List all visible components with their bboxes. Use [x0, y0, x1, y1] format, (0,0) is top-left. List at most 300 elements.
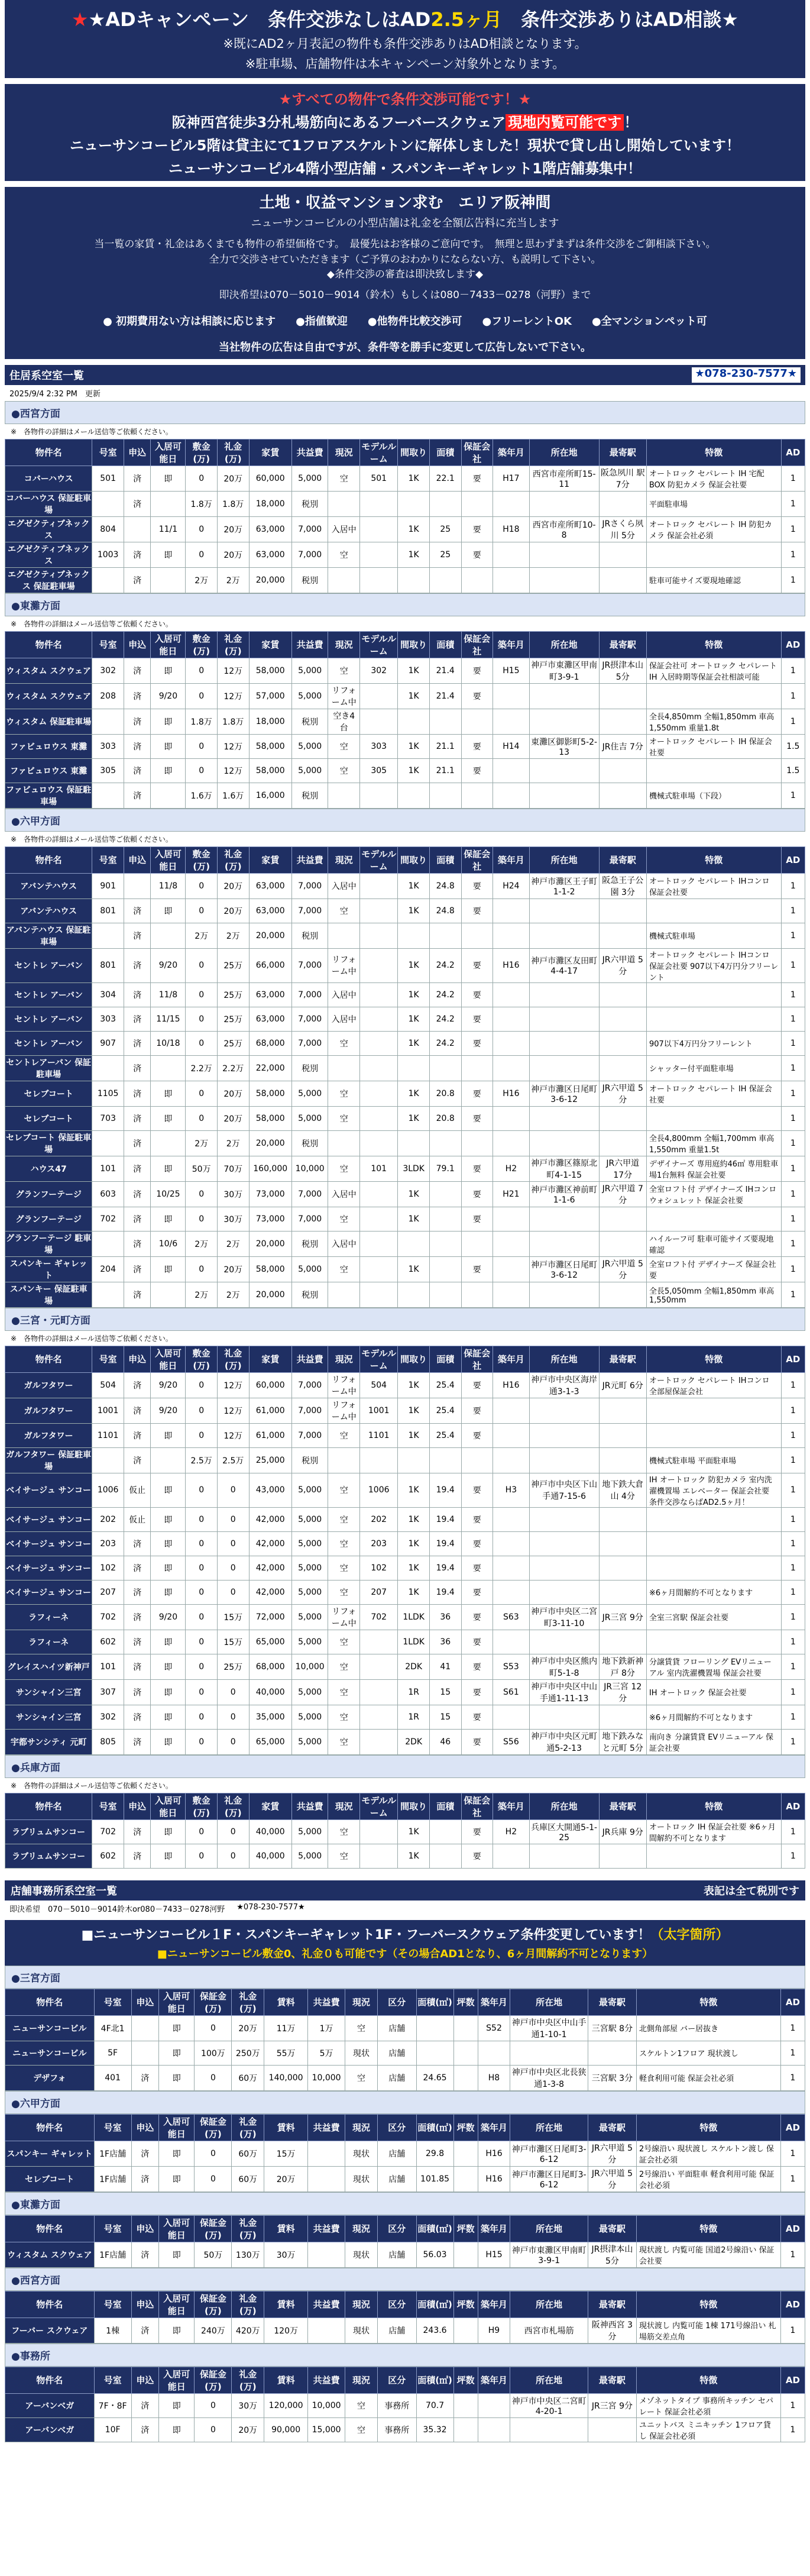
cell-f: 駐車可能サイズ要現地確認	[646, 567, 781, 593]
cell-m: 事務所	[377, 2417, 416, 2442]
cell-d: 即	[151, 1106, 186, 1130]
shop-column-header: 最寄駅	[588, 2367, 636, 2393]
cell-rk: 1.8万	[217, 491, 249, 516]
cell-ad: 1	[781, 1447, 805, 1473]
table-row[interactable]	[5, 1007, 805, 1031]
table-row[interactable]	[5, 542, 805, 567]
cell-ad: 1	[781, 1729, 805, 1754]
table-row[interactable]	[5, 1556, 805, 1580]
cell-b	[493, 1580, 530, 1604]
shop-column-header: 入居可能日	[159, 2215, 195, 2242]
cell-rk: 2万	[217, 1231, 249, 1256]
cell-ad: 1	[781, 516, 805, 542]
table-row[interactable]	[5, 734, 805, 758]
cell-m	[360, 1679, 398, 1705]
cell-m	[360, 783, 398, 808]
cell-f	[646, 542, 781, 567]
table-row[interactable]	[5, 1679, 805, 1705]
table-row[interactable]	[5, 683, 805, 709]
cell-a	[429, 567, 461, 593]
cell-t	[453, 2065, 478, 2090]
cell-s: 済	[124, 1630, 151, 1654]
cell-l	[398, 491, 430, 516]
campaign-line1-tail: 条件交渉ありはAD相談★	[502, 8, 739, 31]
cell-ad: 1	[780, 2041, 805, 2065]
cell-s: 済	[131, 2141, 159, 2166]
residential-column-header: 共益費	[291, 1793, 328, 1819]
cell-r: 1001	[92, 1398, 124, 1423]
shop-column-header: 申込	[131, 2367, 159, 2393]
cell-m	[360, 1106, 398, 1130]
cell-ad: 1	[781, 1423, 805, 1447]
table-row[interactable]	[5, 2065, 805, 2090]
cell-addr: 神戸市中央区二宮町4-20-1	[510, 2393, 588, 2417]
cell-d: 即	[151, 1654, 186, 1679]
cell-c: 7,000	[291, 516, 328, 542]
table-row[interactable]	[5, 898, 805, 923]
cell-st	[588, 2417, 636, 2442]
table-row[interactable]	[5, 1031, 805, 1055]
table-row[interactable]	[5, 1654, 805, 1679]
cell-h: 要	[461, 1156, 493, 1181]
cell-y: 60,000	[249, 466, 291, 491]
cell-g: 空	[328, 542, 360, 567]
news-line-c: ニューサンコーピル5階は貸主にて1フロアスケルトンに解体しました！現状で貸し出し開始しています！	[69, 137, 741, 154]
cell-a: 15	[429, 1679, 461, 1705]
table-row[interactable]	[5, 948, 805, 982]
cell-addr	[529, 898, 599, 923]
shop-table	[5, 2291, 805, 2344]
cell-d: 即	[151, 1705, 186, 1729]
cell-y: 55万	[264, 2041, 308, 2065]
cell-m	[360, 491, 398, 516]
table-row[interactable]	[5, 1423, 805, 1447]
shop-header	[5, 1880, 805, 1901]
cell-a: 25	[429, 516, 461, 542]
cell-c: 税別	[291, 1231, 328, 1256]
residential-column-header: 面積	[429, 846, 461, 873]
residential-column-header: 所在地	[529, 439, 599, 466]
perk-item: ● 初期費用ない方は相談に応じます	[103, 315, 276, 328]
table-row[interactable]	[5, 2166, 805, 2192]
table-row[interactable]	[5, 2417, 805, 2442]
cell-t	[453, 2041, 478, 2065]
cell-ad: 1	[781, 1556, 805, 1580]
cell-st	[599, 1507, 646, 1531]
cell-r: 907	[92, 1031, 124, 1055]
residential-column-header: 築年月	[493, 631, 530, 658]
table-row[interactable]	[5, 658, 805, 683]
area-header: ●東灘方面	[5, 2192, 805, 2215]
cell-r	[92, 1447, 124, 1473]
table-row[interactable]	[5, 982, 805, 1007]
shop-column-header: 特徴	[637, 2215, 781, 2242]
cell-c: 税別	[291, 491, 328, 516]
cell-y: 20万	[264, 2166, 308, 2192]
cell-r: 1101	[92, 1423, 124, 1447]
cell-n: ガルフタワー 保証駐車場	[5, 1447, 92, 1473]
cell-c: 10,000	[291, 1654, 328, 1679]
shop-column-header: 所在地	[510, 1989, 588, 2015]
table-row[interactable]	[5, 1630, 805, 1654]
cell-ad: 1	[781, 1207, 805, 1231]
table-row[interactable]	[5, 1130, 805, 1156]
residential-column-header: 号室	[92, 631, 124, 658]
table-row[interactable]	[5, 2393, 805, 2417]
cell-c: 税別	[291, 923, 328, 948]
table-row[interactable]	[5, 2318, 805, 2343]
cell-s: 済	[124, 1207, 151, 1231]
cell-y: 58,000	[249, 658, 291, 683]
cell-addr	[529, 1031, 599, 1055]
cell-h: 要	[461, 658, 493, 683]
table-row[interactable]	[5, 1081, 805, 1106]
table-row[interactable]	[5, 1282, 805, 1307]
cell-st: JR摂津本山 5分	[599, 658, 646, 683]
table-row[interactable]	[5, 516, 805, 542]
table-row[interactable]	[5, 1447, 805, 1473]
cell-k: 0	[186, 1372, 218, 1398]
residential-column-header: 所在地	[529, 846, 599, 873]
shop-column-header: 所在地	[510, 2367, 588, 2393]
cell-a: 36	[429, 1630, 461, 1654]
cell-r: 10F	[94, 2417, 131, 2442]
cell-g: 空	[328, 1580, 360, 1604]
table-row[interactable]	[5, 1106, 805, 1130]
cell-addr	[529, 1207, 599, 1231]
shop-column-header: 礼金(万)	[232, 2114, 264, 2141]
cell-l: 1R	[398, 1705, 430, 1729]
cell-m	[360, 1231, 398, 1256]
cell-a: 70.7	[416, 2393, 453, 2417]
cell-g: 空	[328, 1106, 360, 1130]
cell-n: スパンキー 保証駐車場	[5, 1282, 92, 1307]
cell-m	[360, 1007, 398, 1031]
cell-ad: 1	[781, 948, 805, 982]
cell-c: 1万	[308, 2015, 345, 2041]
cell-c	[308, 2141, 345, 2166]
cell-addr: 神戸市中央区熊内町5-1-8	[529, 1654, 599, 1679]
cell-r: 901	[92, 873, 124, 898]
cell-st	[599, 1282, 646, 1307]
cell-k: 0	[186, 1705, 218, 1729]
table-row[interactable]	[5, 1055, 805, 1081]
cell-g: リフォーム中	[328, 948, 360, 982]
cell-n: サンシャイン三宮	[5, 1705, 92, 1729]
table-row[interactable]	[5, 2242, 805, 2267]
table-row[interactable]	[5, 923, 805, 948]
cell-rk: 20万	[217, 542, 249, 567]
cell-l: 2DK	[398, 1654, 430, 1679]
cell-n: セレブコート	[5, 1106, 92, 1130]
table-row[interactable]	[5, 1531, 805, 1556]
cell-s	[131, 2041, 159, 2065]
cell-b: H24	[493, 873, 530, 898]
cell-h: 要	[461, 542, 493, 567]
cell-k: 0	[186, 982, 218, 1007]
cell-h: 要	[461, 1031, 493, 1055]
cell-b	[493, 1031, 530, 1055]
cell-g: 空	[328, 1679, 360, 1705]
cell-f: ※6ヶ月間解約不可となります	[646, 1580, 781, 1604]
cell-b	[493, 1231, 530, 1256]
cell-m	[360, 1055, 398, 1081]
cell-h	[461, 1447, 493, 1473]
table-row[interactable]	[5, 2015, 805, 2041]
cell-r: 702	[92, 1604, 124, 1630]
cell-g: 空	[328, 1207, 360, 1231]
table-row[interactable]	[5, 1705, 805, 1729]
cell-m: 店舗	[377, 2041, 416, 2065]
residential-column-header: 入居可能日	[151, 1793, 186, 1819]
cell-st: 阪急夙川 駅 7分	[599, 466, 646, 491]
cell-k: 0	[186, 758, 218, 783]
residential-column-header: 築年月	[493, 1346, 530, 1372]
residential-column-header: 保証会社	[461, 1793, 493, 1819]
perk-item: ●指値歓迎	[296, 315, 348, 328]
cell-rk: 1.8万	[217, 709, 249, 734]
notice-bar: 当社物件の広告は自由ですが、条件等を勝手に変更して広告しないで下さい。	[5, 334, 805, 359]
cell-m: 店舗	[377, 2141, 416, 2166]
cell-f: メゾネットタイプ 事務所キッチン セパレート 保証会社必須	[637, 2393, 781, 2417]
cell-a	[429, 1844, 461, 1868]
cell-r: 602	[92, 1630, 124, 1654]
cell-c: 7,000	[291, 1181, 328, 1207]
cell-a: 24.2	[429, 1031, 461, 1055]
cell-y: 90,000	[264, 2417, 308, 2442]
cell-a: 35.32	[416, 2417, 453, 2442]
cell-l: 2DK	[398, 1729, 430, 1754]
cell-d: 即	[151, 1507, 186, 1531]
cell-h: 要	[461, 898, 493, 923]
cell-l: 1K	[398, 1507, 430, 1531]
cell-g: 空	[328, 1844, 360, 1868]
cell-n: ファビュロウス 東灘	[5, 758, 92, 783]
cell-l: 1K	[398, 1556, 430, 1580]
cell-k: 0	[186, 1679, 218, 1705]
cell-b	[493, 1531, 530, 1556]
table-row[interactable]	[5, 466, 805, 491]
cell-rk: 12万	[217, 658, 249, 683]
cell-k: 0	[195, 2166, 232, 2192]
table-row[interactable]	[5, 1844, 805, 1868]
cell-k: 1.6万	[186, 783, 218, 808]
cell-f	[646, 982, 781, 1007]
cell-n: アバンテハウス	[5, 873, 92, 898]
cell-l: 1K	[398, 1423, 430, 1447]
residential-column-header: 申込	[124, 846, 151, 873]
cell-k: 50万	[195, 2242, 232, 2267]
table-row[interactable]	[5, 491, 805, 516]
table-row[interactable]	[5, 1181, 805, 1207]
table-row[interactable]	[5, 1473, 805, 1507]
cell-k: 0	[186, 1819, 218, 1844]
cell-d: 即	[159, 2141, 195, 2166]
cell-f: 全長5,050mm 全幅1,850mm 車高1,550mm	[646, 1282, 781, 1307]
cell-f: オートロック IH 保証会社要 ※6ヶ月間解約不可となります	[646, 1819, 781, 1844]
cell-m	[360, 1844, 398, 1868]
cell-h: 要	[461, 1081, 493, 1106]
cell-d: 即	[151, 1819, 186, 1844]
cell-t	[453, 2242, 478, 2267]
cell-n: グランフーテージ 駐車場	[5, 1231, 92, 1256]
cell-k: 0	[186, 1729, 218, 1754]
cell-r: 501	[92, 466, 124, 491]
cell-s: 済	[124, 1130, 151, 1156]
cell-n: デザフォ	[5, 2065, 95, 2090]
cell-k: 100万	[195, 2041, 232, 2065]
cell-a: 19.4	[429, 1531, 461, 1556]
cell-g: リフォーム中	[328, 683, 360, 709]
shop-column-header: 現況	[345, 2114, 378, 2141]
table-row[interactable]	[5, 709, 805, 734]
shop-phone[interactable]: ★078-230-7577★	[236, 1902, 305, 1912]
cell-d: 9/20	[151, 1372, 186, 1398]
cell-rk: 420万	[232, 2318, 264, 2343]
cell-addr: 神戸市中央区二宮町3-11-10	[529, 1604, 599, 1630]
table-row[interactable]	[5, 1372, 805, 1398]
shop-column-header: 築年月	[478, 2291, 510, 2318]
cell-ad: 1	[781, 542, 805, 567]
cell-s	[131, 2015, 159, 2041]
campaign-note1: ※既にAD2ヶ月表記の物件も条件交渉ありはAD相談となります。	[223, 37, 587, 51]
cell-rk: 1.6万	[217, 783, 249, 808]
cell-l: 3LDK	[398, 1156, 430, 1181]
cell-st: JR六甲道 5分	[588, 2141, 636, 2166]
cell-rk: 0	[217, 1531, 249, 1556]
table-row[interactable]	[5, 1507, 805, 1531]
cell-rk: 12万	[217, 734, 249, 758]
cell-b: S52	[478, 2015, 510, 2041]
table-row[interactable]	[5, 1729, 805, 1754]
cell-a: 19.4	[429, 1556, 461, 1580]
cell-addr	[529, 923, 599, 948]
shop-column-header: 入居可能日	[159, 2291, 195, 2318]
residential-phone[interactable]: ★078-230-7577★	[692, 367, 801, 383]
cell-r: 1105	[92, 1081, 124, 1106]
cell-k: 0	[186, 898, 218, 923]
table-row[interactable]	[5, 783, 805, 808]
table-row[interactable]	[5, 1604, 805, 1630]
cell-r: 1F店舗	[94, 2166, 131, 2192]
cell-addr	[510, 2041, 588, 2065]
cell-g: 空	[328, 1531, 360, 1556]
cell-s: 済	[131, 2417, 159, 2442]
cell-rk: 0	[217, 1729, 249, 1754]
area-header: ●西宮方面	[5, 2268, 805, 2291]
table-row[interactable]	[5, 1156, 805, 1181]
cell-k: 0	[186, 1207, 218, 1231]
cell-c: 5,000	[291, 1081, 328, 1106]
cell-k: 0	[186, 1556, 218, 1580]
cell-t	[453, 2166, 478, 2192]
cell-m	[360, 898, 398, 923]
residential-column-header: 保証会社	[461, 631, 493, 658]
cell-d: 即	[151, 1156, 186, 1181]
cell-st: 地下鉄新神戸 8分	[599, 1654, 646, 1679]
cell-k: 0	[186, 1398, 218, 1423]
table-row[interactable]	[5, 1207, 805, 1231]
residential-column-header: 物件名	[5, 846, 92, 873]
table-row[interactable]	[5, 2141, 805, 2166]
cell-rk: 60万	[232, 2166, 264, 2192]
cell-l	[398, 1282, 430, 1307]
cell-rk: 0	[217, 1556, 249, 1580]
cell-g: 空	[328, 1256, 360, 1282]
shop-column-header: 物件名	[5, 2215, 95, 2242]
cell-y: 42,000	[249, 1531, 291, 1556]
cell-b	[493, 783, 530, 808]
shop-column-header: 特徴	[637, 2367, 781, 2393]
residential-column-header: 面積	[429, 1793, 461, 1819]
cell-d: 即	[151, 1729, 186, 1754]
table-row[interactable]	[5, 1256, 805, 1282]
shop-table	[5, 2367, 805, 2442]
table-row[interactable]	[5, 1819, 805, 1844]
cell-c: 7,000	[291, 542, 328, 567]
perks-bar	[5, 307, 805, 334]
cell-a: 36	[429, 1604, 461, 1630]
cell-r	[92, 567, 124, 593]
cell-c: 7,000	[291, 1398, 328, 1423]
cell-addr	[529, 982, 599, 1007]
cell-k: 1.8万	[186, 491, 218, 516]
table-row[interactable]	[5, 567, 805, 593]
cell-f: 機械式駐車場（下段）	[646, 783, 781, 808]
cell-m	[360, 1256, 398, 1282]
cell-m: 504	[360, 1372, 398, 1398]
cell-s: 済	[124, 1282, 151, 1307]
cell-ad: 1	[781, 1106, 805, 1130]
residential-header-row	[5, 631, 805, 658]
table-row[interactable]	[5, 1398, 805, 1423]
cell-d: 即	[151, 1473, 186, 1507]
cell-b	[493, 758, 530, 783]
shop-column-header: 号室	[94, 2215, 131, 2242]
cell-g	[328, 1055, 360, 1081]
cell-s: 済	[124, 1256, 151, 1282]
table-row[interactable]	[5, 1231, 805, 1256]
cell-r: 208	[92, 683, 124, 709]
residential-column-header: 礼金(万)	[217, 846, 249, 873]
cell-ad: 1	[781, 1256, 805, 1282]
cell-b	[493, 683, 530, 709]
cell-n: エグゼクティブネックス	[5, 516, 92, 542]
table-row[interactable]	[5, 1580, 805, 1604]
table-row[interactable]	[5, 758, 805, 783]
cell-k: 2万	[186, 1231, 218, 1256]
cell-ad: 1	[781, 1604, 805, 1630]
area-header: ●三宮方面	[5, 1966, 805, 1989]
news-banner	[5, 84, 805, 181]
cell-f: シャッター付平面駐車場	[646, 1055, 781, 1081]
cell-b	[493, 1630, 530, 1654]
cell-c: 5,000	[291, 1556, 328, 1580]
cell-c: 7,000	[291, 1007, 328, 1031]
shop-column-header: 最寄駅	[588, 2291, 636, 2318]
cell-n: ベイサージュ サンコー	[5, 1580, 92, 1604]
cell-f: ハイルーフ可 駐車可能サイズ要現地確認	[646, 1231, 781, 1256]
shop-column-header: 入居可能日	[159, 2114, 195, 2141]
cell-addr: 神戸市灘区日尾町3-6-12	[529, 1256, 599, 1282]
cell-k: 1.8万	[186, 709, 218, 734]
table-row[interactable]	[5, 2041, 805, 2065]
update-date: 2025/9/4 2:32 PM 更新	[9, 389, 101, 399]
cell-rk: 30万	[232, 2393, 264, 2417]
cell-c: 5,000	[291, 758, 328, 783]
table-row[interactable]	[5, 873, 805, 898]
cell-st	[599, 1844, 646, 1868]
